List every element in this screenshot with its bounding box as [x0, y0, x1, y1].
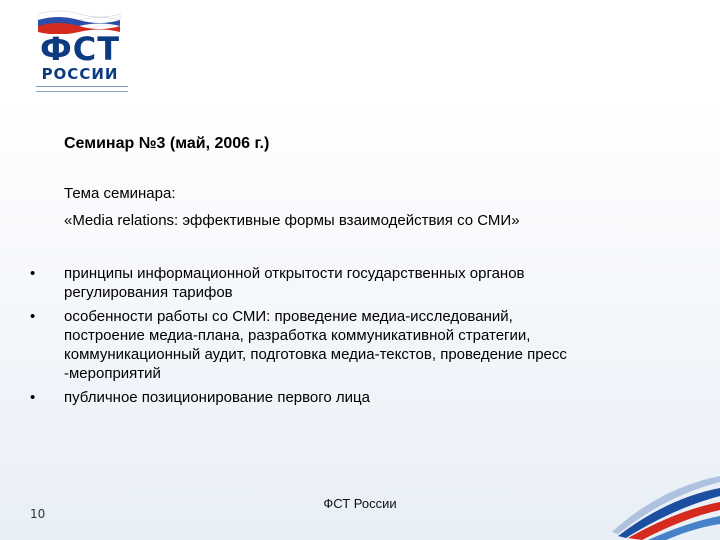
logo-country: РОССИИ [41, 65, 119, 83]
logo-tagline-underline [36, 91, 128, 92]
bullet-mark: • [30, 389, 36, 406]
topic-text: «Media relations: эффективные формы взаимодействия со СМИ» [64, 212, 520, 229]
bullet-text: принципы информационной открытости государственных органов регулирования тарифов [64, 265, 525, 301]
slide-title: Семинар №3 (май, 2006 г.) [64, 135, 270, 152]
topic-label: Тема семинара: [64, 185, 176, 202]
bullet-mark: • [30, 265, 36, 282]
page-number: 10 [30, 507, 46, 521]
bullet-text: особенности работы со СМИ: проведение медиа-исследований, построение медиа-плана, разработка коммуникативной стратегии, коммуникационный аудит, подготовка медиа-текстов, проведение пресс -мероприятий [64, 308, 567, 382]
bullet-item [30, 307, 670, 383]
bullet-list [30, 264, 670, 412]
logo-name: ФСТ [39, 30, 121, 68]
bullet-item [30, 388, 670, 407]
bullet-mark: • [30, 308, 36, 325]
bullet-text: публичное позиционирование первого лица [64, 389, 370, 406]
flag-swoosh-icon [608, 458, 720, 540]
bullet-item [30, 264, 670, 302]
fst-logo [30, 8, 130, 100]
footer-text: ФСТ России [323, 496, 397, 511]
